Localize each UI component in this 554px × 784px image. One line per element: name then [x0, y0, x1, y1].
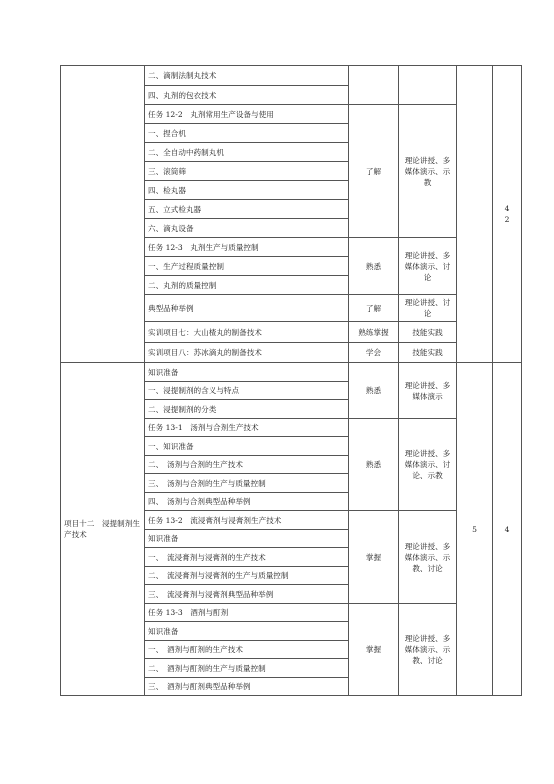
content-item: 二、浸提制剂的分类 — [145, 400, 349, 419]
lab-item: 实训项目八：苏冰滴丸的制备技术 — [145, 343, 349, 363]
level-cell: 掌握 — [349, 511, 399, 604]
level-cell: 掌握 — [349, 604, 399, 696]
content-item: 典型品种举例 — [145, 295, 349, 322]
level-cell: 熟练掌握 — [349, 322, 399, 343]
content-item: 二、滴制法制丸技术 — [145, 66, 349, 86]
method-cell: 理论讲授、多媒体演示、讨论 — [399, 238, 457, 295]
content-item: 三、滚筒筛 — [145, 162, 349, 181]
content-item: 三、 汤剂与合剂的生产与质量控制 — [145, 474, 349, 493]
content-item: 知识准备 — [145, 363, 349, 382]
content-item: 一、捏合机 — [145, 124, 349, 143]
content-item: 二、 流浸膏剂与浸膏剂的生产与质量控制 — [145, 567, 349, 585]
practice-hours-value: 4 — [504, 204, 510, 213]
content-item: 知识准备 — [145, 530, 349, 548]
method-cell: 理论讲授、讨论 — [399, 295, 457, 322]
content-item: 知识准备 — [145, 622, 349, 641]
method-cell: 理论讲授、多媒体演示、示教 — [399, 105, 457, 238]
task-heading: 任务 13-1 汤剂与合剂生产技术 — [145, 419, 349, 437]
lab-item: 实训项目七：大山楂丸的制备技术 — [145, 322, 349, 343]
method-cell: 理论讲授、多媒体演示、示教、讨论 — [399, 511, 457, 604]
method-cell: 理论讲授、多媒体演示、示教、讨论 — [399, 604, 457, 696]
content-item: 一、知识准备 — [145, 437, 349, 456]
level-cell: 了解 — [349, 295, 399, 322]
content-item: 二、 酒剂与酊剂的生产与质量控制 — [145, 659, 349, 678]
method-cell-empty — [399, 66, 457, 105]
method-cell: 理论讲授、多媒体演示 — [399, 363, 457, 419]
content-item: 六、滴丸设备 — [145, 219, 349, 238]
content-item: 四、丸剂的包衣技术 — [145, 86, 349, 105]
level-cell: 了解 — [349, 105, 399, 238]
content-item: 三、 酒剂与酊剂典型品种举例 — [145, 678, 349, 696]
table-row — [61, 66, 522, 86]
content-item: 五、立式检丸器 — [145, 200, 349, 219]
theory-hours-cell: 5 — [457, 363, 493, 696]
task-heading: 任务 12-3 丸剂生产与质量控制 — [145, 238, 349, 257]
content-item: 一、浸提制剂的含义与特点 — [145, 382, 349, 400]
content-item: 一、 流浸膏剂与浸膏剂的生产技术 — [145, 548, 349, 567]
content-item: 四、检丸器 — [145, 181, 349, 200]
level-cell: 熟悉 — [349, 238, 399, 295]
practice-hours-cell: 4 — [493, 363, 522, 696]
curriculum-table — [60, 65, 522, 696]
practice-hours-cell — [493, 66, 522, 363]
method-cell: 技能实践 — [399, 343, 457, 363]
content-item: 二、全自动中药制丸机 — [145, 143, 349, 162]
task-heading: 任务 13-3 酒剂与酊剂 — [145, 604, 349, 622]
level-cell: 熟悉 — [349, 363, 399, 419]
project-title: 项目十二 浸提制剂生产技术 — [61, 363, 145, 696]
theory-hours-cell — [457, 66, 493, 363]
level-cell: 熟悉 — [349, 419, 399, 511]
task-heading: 任务 13-2 流浸膏剂与浸膏剂生产技术 — [145, 511, 349, 530]
project-cell-empty — [61, 66, 145, 363]
table-row — [61, 363, 522, 382]
content-item: 二、丸剂的质量控制 — [145, 276, 349, 295]
level-cell-empty — [349, 66, 399, 105]
method-cell: 技能实践 — [399, 322, 457, 343]
content-item: 二、 汤剂与合剂的生产技术 — [145, 456, 349, 474]
content-item: 一、生产过程质量控制 — [145, 257, 349, 276]
practice-hours-value: 2 — [504, 215, 510, 224]
content-item: 一、 酒剂与酊剂的生产技术 — [145, 641, 349, 659]
content-item: 三、 流浸膏剂与浸膏剂典型品种举例 — [145, 585, 349, 604]
content-item: 四、 汤剂与合剂典型品种举例 — [145, 493, 349, 511]
task-heading: 任务 12-2 丸剂常用生产设备与使用 — [145, 105, 349, 124]
method-cell: 理论讲授、多媒体演示、讨论、示教 — [399, 419, 457, 511]
level-cell: 学会 — [349, 343, 399, 363]
